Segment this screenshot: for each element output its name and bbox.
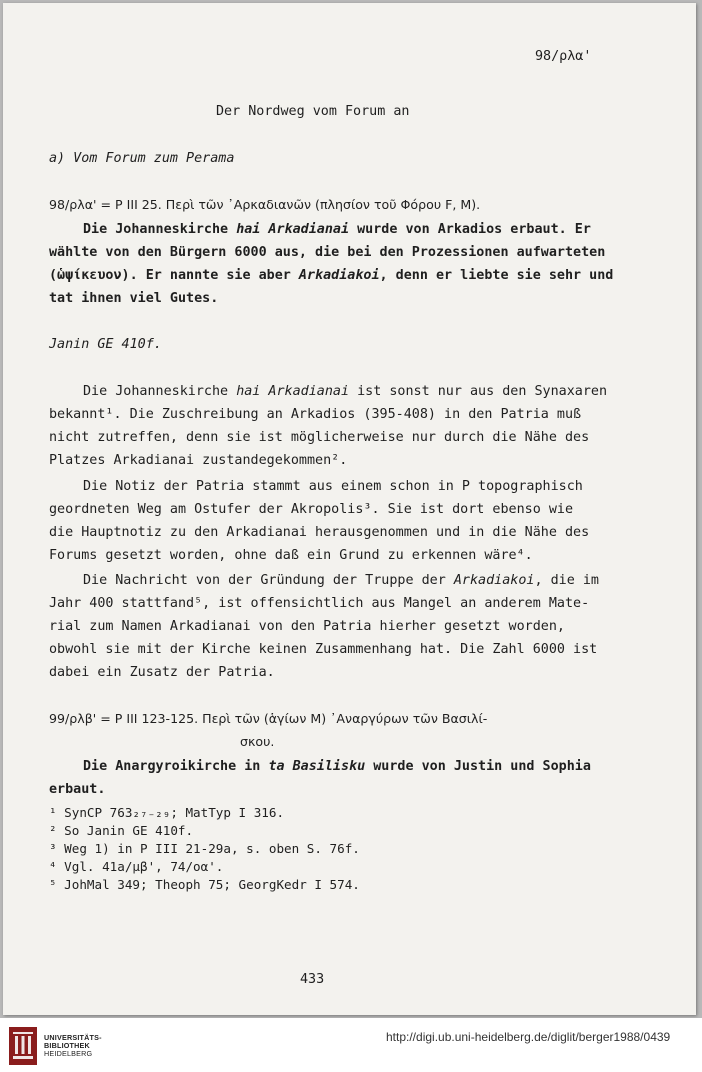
logo-text-line: UNIVERSITÄTS-	[44, 1033, 102, 1042]
section-title: Der Nordweg vom Forum an	[216, 104, 410, 119]
entry-reference: 98/ρλα' = P III 25. Περὶ τῶν ᾿Αρκαδιανῶν (πλησίον τοῦ Φόρου F, M).	[49, 197, 481, 212]
footnote: ⁵ JohMal 349; Theoph 75; GeorgKedr I 574.	[49, 877, 360, 892]
entry-reference-cont: σκου.	[240, 734, 275, 749]
commentary-line: geordneten Weg am Ostufer der Akropolis³. Sie ist dort ebenso wie	[49, 502, 574, 517]
library-seal-icon	[8, 1026, 38, 1066]
source-url-link[interactable]: http://digi.ub.uni-heidelberg.de/diglit/berger1988/0439	[386, 1030, 671, 1044]
subsection-title: a) Vom Forum zum Perama	[49, 151, 235, 166]
commentary-line: dabei ein Zusatz der Patria.	[49, 665, 275, 680]
commentary-line: bekannt¹. Die Zuschreibung an Arkadios (395-408) in den Patria muß	[49, 407, 582, 422]
footnote: ³ Weg 1) in P III 21-29a, s. oben S. 76f.	[49, 841, 360, 856]
entry-text-line: erbaut.	[49, 782, 106, 797]
commentary-line: Platzes Arkadianai zustandegekommen².	[49, 453, 348, 468]
footnote: ⁴ Vgl. 41a/μβ', 74/οα'.	[49, 859, 224, 874]
literature-reference: Janin GE 410f.	[49, 337, 162, 352]
entry-text-line: wählte von den Bürgern 6000 aus, die bei den Prozessionen aufwarteten	[49, 245, 606, 260]
entry-text-line: Die Johanneskirche hai Arkadianai wurde von Arkadios erbaut. Er	[83, 222, 591, 237]
logo-text-line: HEIDELBERG	[44, 1049, 93, 1058]
running-header: 98/ρλα'	[535, 49, 592, 64]
footnote: ² So Janin GE 410f.	[49, 823, 194, 838]
commentary-line: Die Johanneskirche hai Arkadianai ist sonst nur aus den Synaxaren	[83, 384, 608, 399]
entry-text-line: tat ihnen viel Gutes.	[49, 291, 219, 306]
commentary-line: die Hauptnotiz zu den Arkadianai herausgenommen und in die Nähe des	[49, 525, 590, 540]
page-number: 433	[300, 972, 325, 987]
entry-reference: 99/ρλβ' = P III 123-125. Περὶ τῶν (ἁγίων M) ᾿Αναργύρων τῶν Βασιλί-	[49, 711, 488, 726]
library-logo[interactable]	[6, 1024, 116, 1068]
entry-text-line: Die Anargyroikirche in ta Basilisku wurde von Justin und Sophia	[83, 759, 591, 774]
commentary-line: Die Notiz der Patria stammt aus einem schon in P topographisch	[83, 479, 583, 494]
commentary-line: Die Nachricht von der Gründung der Truppe der Arkadiakoi, die im	[83, 573, 599, 588]
entry-text-line: (ὡψίκευον). Er nannte sie aber Arkadiakoi, denn er liebte sie sehr und	[49, 268, 614, 283]
book-page	[3, 3, 696, 1015]
commentary-line: obwohl sie mit der Kirche keinen Zusammenhang hat. Die Zahl 6000 ist	[49, 642, 598, 657]
commentary-line: Jahr 400 stattfand⁵, ist offensichtlich aus Mangel an anderem Mate-	[49, 596, 590, 611]
footnote: ¹ SynCP 763₂₇₋₂₉; MatTyp I 316.	[49, 805, 285, 820]
commentary-line: Forums gesetzt worden, ohne daß ein Grund zu erkennen wäre⁴.	[49, 548, 533, 563]
commentary-line: rial zum Namen Arkadianai von den Patria hierher gesetzt worden,	[49, 619, 565, 634]
logo-text-line: BIBLIOTHEK	[44, 1041, 90, 1050]
commentary-line: nicht zutreffen, denn sie ist möglicherweise nur durch die Nähe des	[49, 430, 590, 445]
